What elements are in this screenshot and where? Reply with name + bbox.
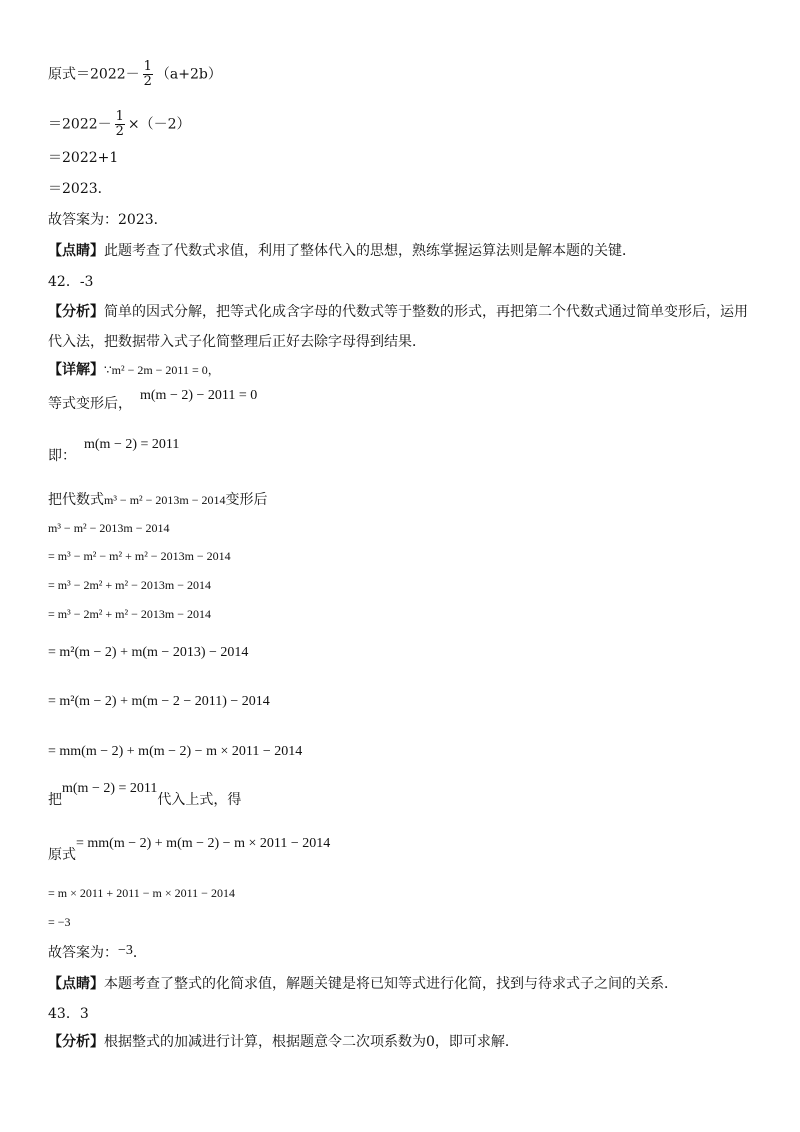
expr-line-1: m³ − m² − 2013m − 2014 <box>48 521 170 535</box>
step-2 <box>48 437 180 467</box>
formula-suffix: （a+2b） <box>155 66 222 83</box>
formula-line-2 <box>48 110 191 139</box>
substitution-line <box>48 781 242 811</box>
transform-pre: 把代数式 <box>48 492 104 508</box>
formula-suffix: ×（－2） <box>127 116 191 133</box>
comment-41 <box>48 241 636 261</box>
expr-line-5: = m²(m − 2) + m(m − 2013) − 2014 <box>48 645 249 660</box>
analysis-tag: 【分析】 <box>48 304 104 320</box>
step-label: 即： <box>48 448 76 464</box>
detail-42 <box>48 360 220 380</box>
orig-math: = mm(m − 2) + m(m − 2) − m × 2011 − 2014 <box>76 836 331 851</box>
comment-42 <box>48 974 678 994</box>
fraction: $\frac{1}{2}$ <box>115 109 124 139</box>
analysis-43 <box>48 1032 519 1052</box>
comment-tag: 【点睛】 <box>48 243 104 259</box>
answer-42 <box>48 943 147 964</box>
question-42-header: 42．-3 <box>48 274 94 290</box>
analysis-text: 简单的因式分解，把等式化成含字母的代数式等于整数的形式，再把第二个代数式通过简单变形后，运用代入法，把数据带入式子化简整理后正好去除字母得到结果． <box>48 304 748 350</box>
expr-line-9: = −3 <box>48 915 71 929</box>
analysis-42 <box>48 297 748 357</box>
sub-post: 代入上式，得 <box>157 792 242 808</box>
expr-line-6: = m²(m − 2) + m(m − 2 − 2011) − 2014 <box>48 694 270 709</box>
orig-label: 原式 <box>48 847 76 863</box>
step-math: m(m − 2) = 2011 <box>84 437 180 452</box>
fraction: $\frac{1}{2}$ <box>143 59 152 89</box>
formula-line-3: ＝2022+1 <box>48 150 119 166</box>
formula-prefix: ＝2022－ <box>48 116 112 133</box>
original-expression <box>48 836 331 866</box>
transform-label <box>48 490 268 510</box>
comment-tag: 【点睛】 <box>48 976 104 992</box>
step-math: m(m − 2) − 2011 = 0 <box>140 388 258 403</box>
formula-line-4: ＝2023． <box>48 181 112 197</box>
analysis-tag: 【分析】 <box>48 1034 104 1050</box>
answer-post: ． <box>132 945 147 961</box>
expr-line-2: = m³ − m² − m² + m² − 2013m − 2014 <box>48 549 231 563</box>
formula-line-1 <box>48 60 222 89</box>
transform-post: 变形后 <box>225 492 268 508</box>
detail-tag: 【详解】 <box>48 362 104 378</box>
step-1 <box>48 388 258 415</box>
given-equation: ∵m² − 2m − 2011 = 0， <box>104 363 220 377</box>
answer-41: 故答案为：2023． <box>48 212 168 228</box>
expr-line-7: = mm(m − 2) + m(m − 2) − m × 2011 − 2014 <box>48 744 303 759</box>
sub-pre: 把 <box>48 792 62 808</box>
comment-text: 此题考查了代数式求值，利用了整体代入的思想，熟练掌握运算法则是解本题的关键． <box>104 243 636 259</box>
step-label: 等式变形后， <box>48 396 132 412</box>
expr-line-4: = m³ − 2m² + m² − 2013m − 2014 <box>48 607 211 621</box>
answer-math: −3 <box>118 943 133 958</box>
question-43-header: 43．3 <box>48 1006 89 1022</box>
formula-prefix: 原式＝2022－ <box>48 66 140 83</box>
expr-line-3: = m³ − 2m² + m² − 2013m − 2014 <box>48 578 211 592</box>
transform-math: m³ − m² − 2013m − 2014 <box>104 493 226 507</box>
analysis-text: 根据整式的加减进行计算，根据题意令二次项系数为0，即可求解． <box>104 1034 519 1050</box>
comment-text: 本题考查了整式的化简求值，解题关键是将已知等式进行化简，找到与待求式子之间的关系． <box>104 976 678 992</box>
sub-math: m(m − 2) = 2011 <box>62 781 158 796</box>
expr-line-8: = m × 2011 + 2011 − m × 2011 − 2014 <box>48 886 235 900</box>
answer-pre: 故答案为： <box>48 945 118 961</box>
